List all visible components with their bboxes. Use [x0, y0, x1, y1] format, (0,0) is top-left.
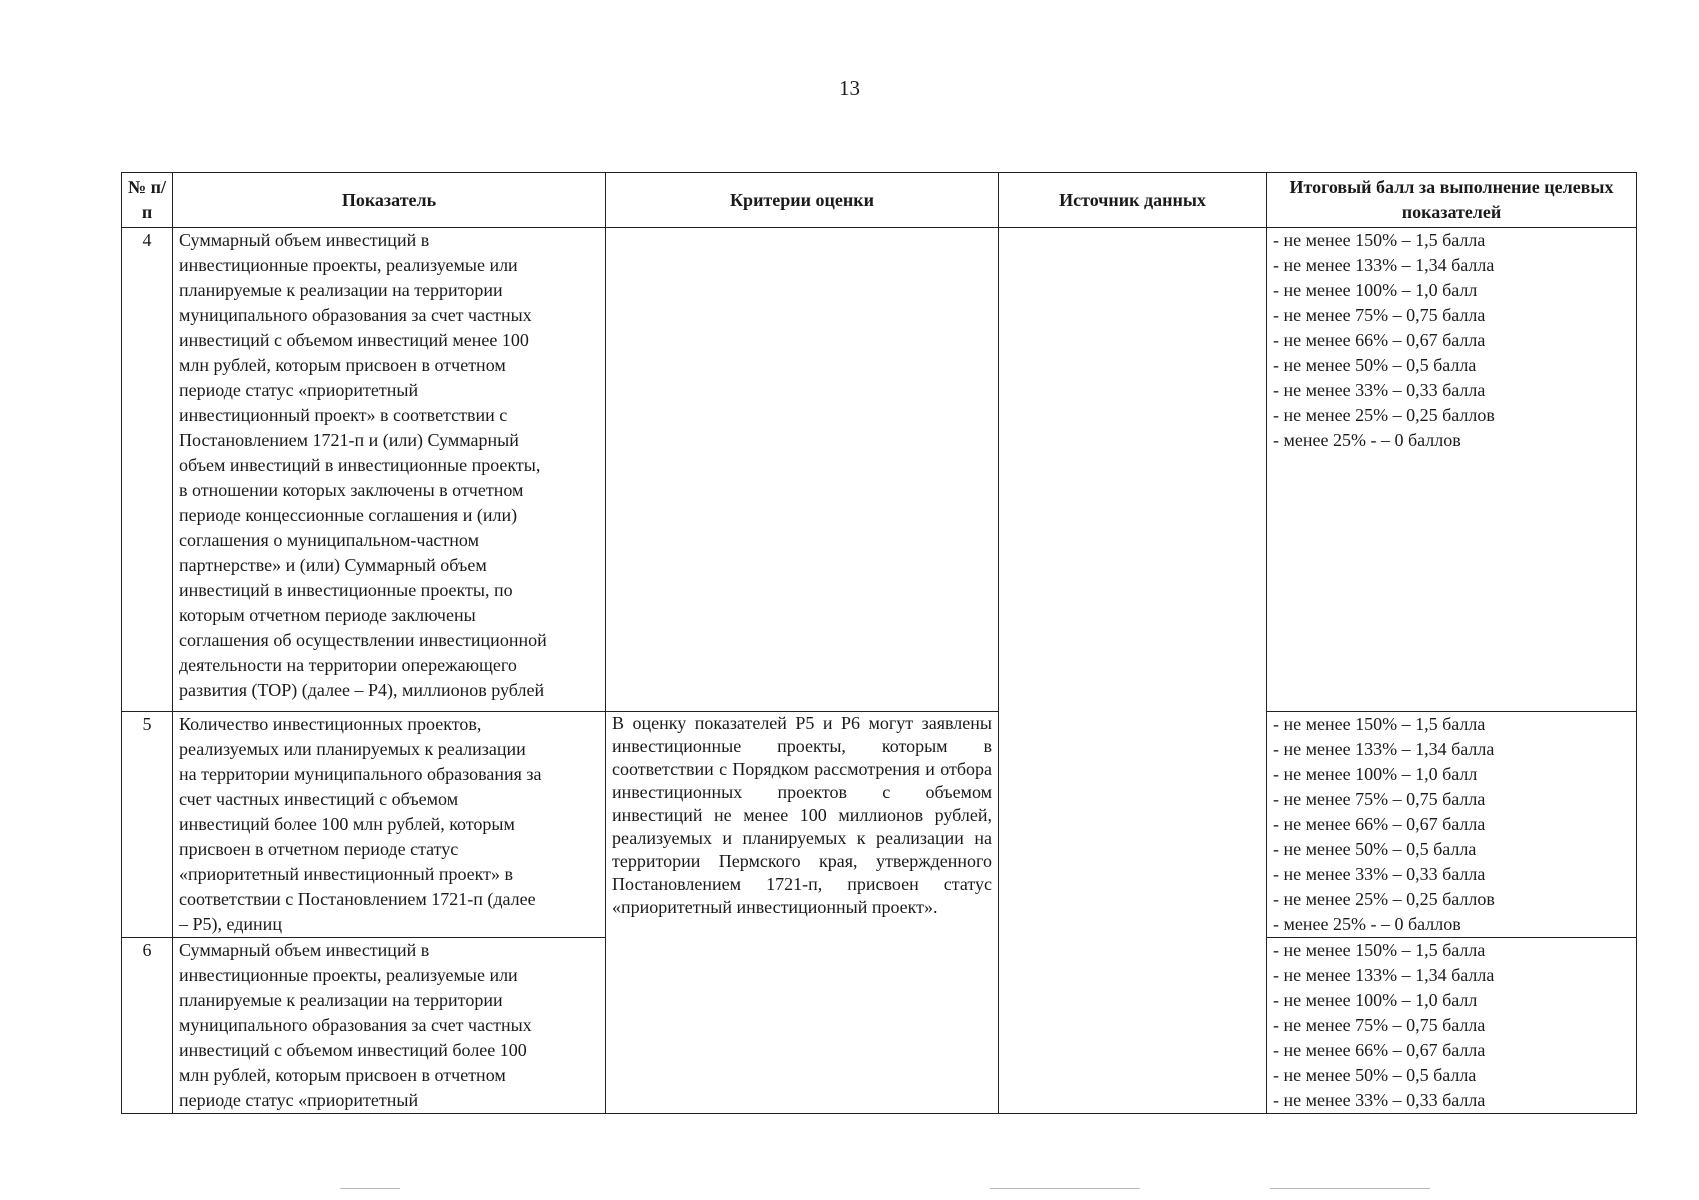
indicator-line: периоде статус «приоритетный — [179, 1090, 419, 1110]
scan-artifact — [990, 1188, 1140, 1189]
score-line: - не менее 25% – 0,25 баллов — [1273, 405, 1495, 425]
score-line: - не менее 50% – 0,5 балла — [1273, 1065, 1477, 1085]
score-line: - не менее 100% – 1,0 балл — [1273, 280, 1478, 300]
header-criteria: Критерии оценки — [606, 173, 999, 228]
indicator-line: развития (ТОР) (далее – Р4), миллионов рублей — [179, 680, 545, 700]
score-line: - не менее 50% – 0,5 балла — [1273, 355, 1477, 375]
score-line: - не менее 100% – 1,0 балл — [1273, 990, 1478, 1010]
indicator-cell — [173, 938, 606, 1114]
indicator-line: объем инвестиций в инвестиционные проекты, — [179, 455, 541, 475]
indicator-line: счет частных инвестиций с объемом — [179, 789, 459, 809]
score-line: - не менее 75% – 0,75 балла — [1273, 1015, 1486, 1035]
indicator-line: планируемые к реализации на территории — [179, 990, 503, 1010]
score-line: - не менее 33% – 0,33 балла — [1273, 1090, 1486, 1110]
score-line: - менее 25% - – 0 баллов — [1273, 914, 1461, 934]
indicator-line: инвестиций в инвестиционные проекты, по — [179, 580, 513, 600]
score-line: - не менее 66% – 0,67 балла — [1273, 814, 1486, 834]
criteria-cell: В оценку показателей Р5 и Р6 могут заявлены инвестиционные проекты, которым в соответствии с Порядком рассмотрения и отбора инвестиционных проектов с объемом инвестиций не менее 100 миллионов рублей, реализуемых и планируемых к реализации на территории Пермского края, утвержденного Постановлением 1721-п, присвоен статус «приоритетный инвестиционный проект». — [606, 712, 999, 1114]
table-row-5 — [122, 712, 1637, 938]
indicator-line: в отношении которых заключены в отчетном — [179, 480, 524, 500]
row-number: 5 — [122, 712, 173, 938]
indicator-line: млн рублей, которым присвоен в отчетном — [179, 1065, 506, 1085]
indicator-line: Постановлением 1721-п и (или) Суммарный — [179, 430, 519, 450]
indicator-line: инвестиций с объемом инвестиций менее 100 — [179, 330, 529, 350]
score-line: - не менее 133% – 1,34 балла — [1273, 965, 1495, 985]
indicator-line: муниципального образования за счет частных — [179, 1015, 532, 1035]
page-number: 13 — [839, 76, 860, 100]
indicator-line: периоде статус «приоритетный — [179, 380, 419, 400]
header-score: Итоговый балл за выполнение целевых показателей — [1267, 173, 1637, 228]
score-line: - не менее 75% – 0,75 балла — [1273, 789, 1486, 809]
score-line: - не менее 133% – 1,34 балла — [1273, 255, 1495, 275]
score-line: - не менее 133% – 1,34 балла — [1273, 739, 1495, 759]
score-line: - не менее 25% – 0,25 баллов — [1273, 889, 1495, 909]
indicator-line: периоде концессионные соглашения и (или) — [179, 505, 518, 525]
indicator-line: соответствии с Постановлением 1721-п (далее — [179, 889, 536, 909]
scan-artifact — [340, 1188, 400, 1189]
indicator-line: млн рублей, которым присвоен в отчетном — [179, 355, 506, 375]
indicator-cell — [173, 228, 606, 712]
score-line: - не менее 150% – 1,5 балла — [1273, 940, 1486, 960]
score-line: - не менее 150% – 1,5 балла — [1273, 230, 1486, 250]
indicator-line: партнерстве» и (или) Суммарный объем — [179, 555, 487, 575]
indicator-line: инвестиций с объемом инвестиций более 100 — [179, 1040, 527, 1060]
indicator-line: присвоен в отчетном периоде статус — [179, 839, 459, 859]
header-indicator: Показатель — [173, 173, 606, 228]
score-line: - не менее 100% – 1,0 балл — [1273, 764, 1478, 784]
indicator-line: деятельности на территории опережающего — [179, 655, 517, 675]
criteria-table — [121, 172, 1637, 1114]
score-line: - не менее 66% – 0,67 балла — [1273, 1040, 1486, 1060]
table-row-4 — [122, 228, 1637, 712]
score-line: - не менее 75% – 0,75 балла — [1273, 305, 1486, 325]
indicator-line: Суммарный объем инвестиций в — [179, 230, 430, 250]
indicator-line: Суммарный объем инвестиций в — [179, 940, 430, 960]
indicator-line: планируемые к реализации на территории — [179, 280, 503, 300]
indicator-line: «приоритетный инвестиционный проект» в — [179, 864, 514, 884]
indicator-line: соглашения о муниципальном-частном — [179, 530, 479, 550]
indicator-line: Количество инвестиционных проектов, — [179, 714, 482, 734]
score-line: - не менее 33% – 0,33 балла — [1273, 380, 1486, 400]
indicator-line: на территории муниципального образования за — [179, 764, 542, 784]
indicator-line: инвестиционные проекты, реализуемые или — [179, 965, 518, 985]
criteria-cell-empty — [606, 228, 999, 712]
score-line: - не менее 33% – 0,33 балла — [1273, 864, 1486, 884]
score-cell — [1267, 228, 1637, 712]
indicator-cell — [173, 712, 606, 938]
score-cell — [1267, 712, 1637, 938]
header-num: № п/п — [122, 173, 173, 228]
indicator-line: которым отчетном периоде заключены — [179, 605, 476, 625]
indicator-line: инвестиций более 100 млн рублей, которым — [179, 814, 515, 834]
indicator-line: муниципального образования за счет частных — [179, 305, 532, 325]
score-cell — [1267, 938, 1637, 1114]
score-line: - менее 25% - – 0 баллов — [1273, 430, 1461, 450]
indicator-line: соглашения об осуществлении инвестиционной — [179, 630, 547, 650]
source-cell — [999, 228, 1267, 1114]
score-line: - не менее 150% – 1,5 балла — [1273, 714, 1486, 734]
scan-artifact — [1270, 1188, 1430, 1189]
indicator-line: инвестиционный проект» в соответствии с — [179, 405, 508, 425]
header-source: Источник данных — [999, 173, 1267, 228]
row-number: 4 — [122, 228, 173, 712]
indicator-line: – Р5), единиц — [179, 914, 282, 934]
table-header-row — [122, 173, 1637, 228]
row-number: 6 — [122, 938, 173, 1114]
indicator-line: инвестиционные проекты, реализуемые или — [179, 255, 518, 275]
score-line: - не менее 66% – 0,67 балла — [1273, 330, 1486, 350]
indicator-line: реализуемых или планируемых к реализации — [179, 739, 526, 759]
score-line: - не менее 50% – 0,5 балла — [1273, 839, 1477, 859]
